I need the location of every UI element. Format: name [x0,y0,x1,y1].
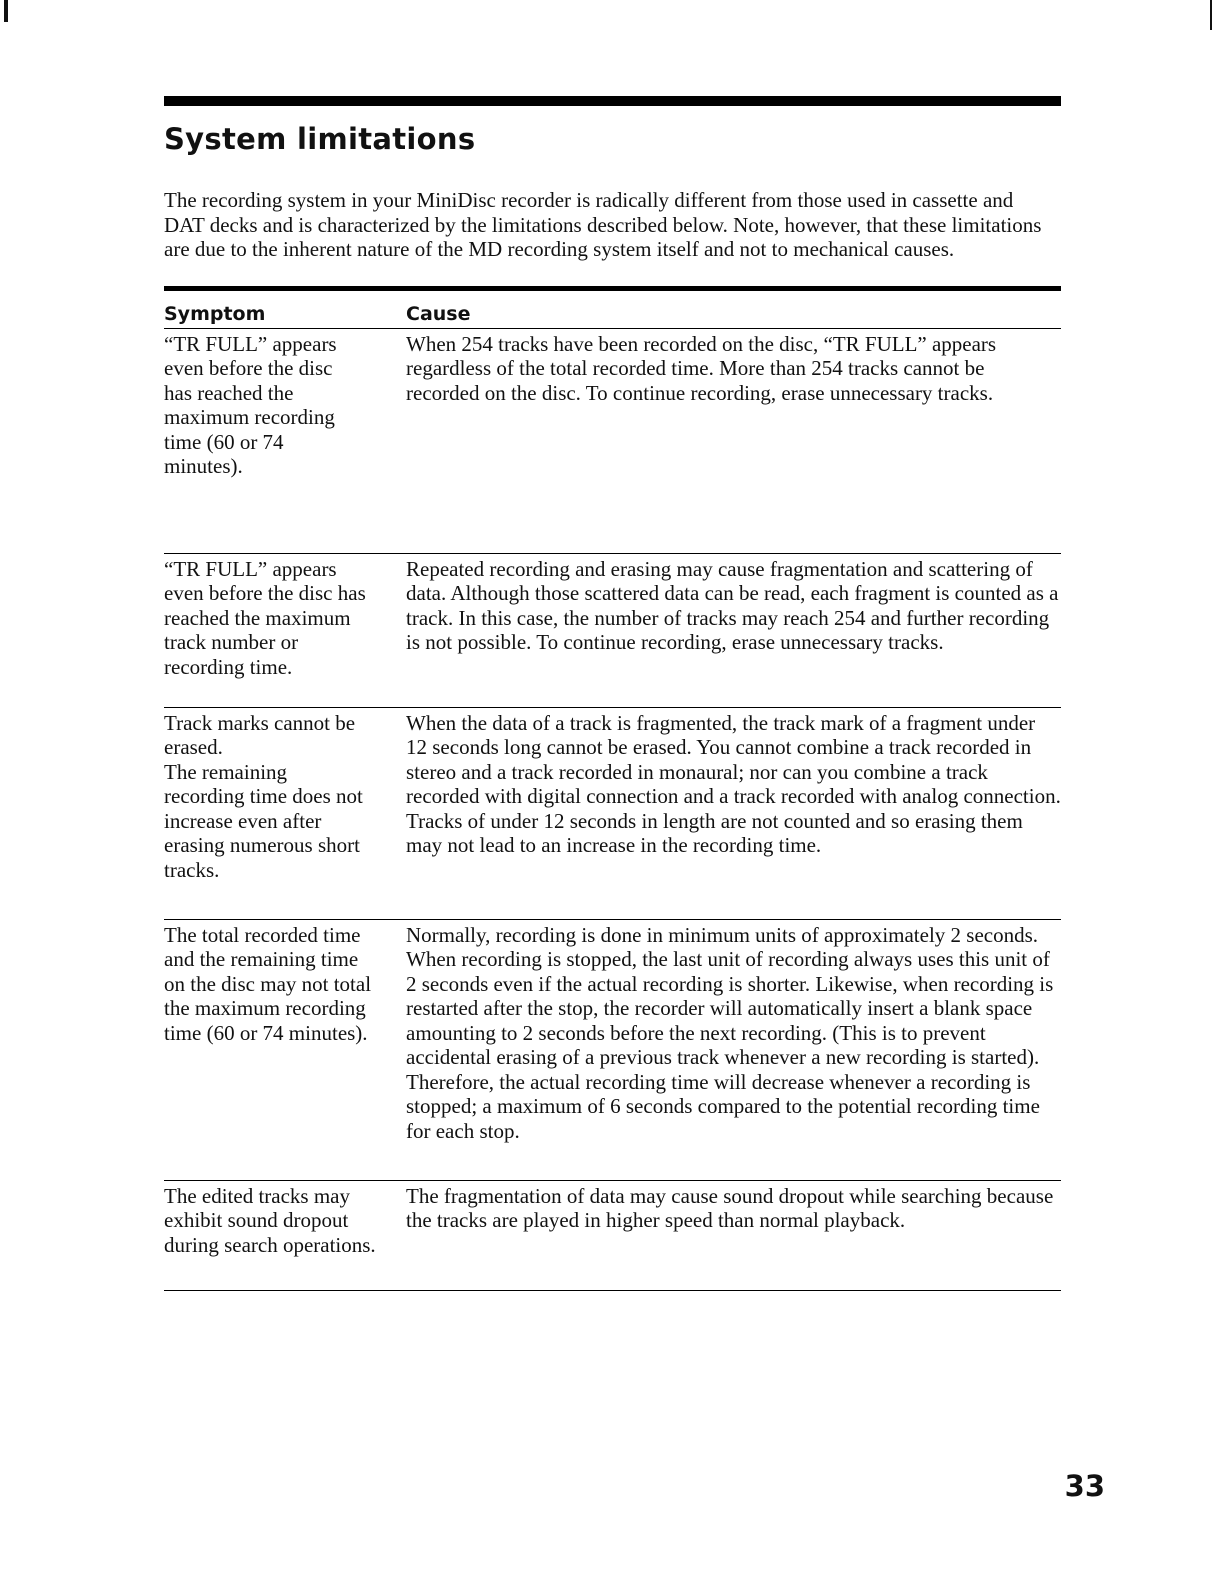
symptom-cell: Track marks cannot be erased. The remaining recording time does not increase even after erasing numerous short tracks. [164,710,363,882]
title-rule [164,96,1061,106]
symptom-cell: The total recorded time and the remaining time on the disc may not total the maximum recording time (60 or 74 minutes). [164,922,372,1045]
intro-paragraph: The recording system in your MiniDisc recorder is radically different from those used in cassette and DAT decks and is characterized by the limitations described below. Note, however, that these limitations are due to the inherent nature of the MD recording system itself and not to mechanical causes. [164,188,1042,261]
cause-cell: When 254 tracks have been recorded on the disc, “TR FULL” appears regardless of the total recorded time. More than 254 tracks cannot be recorded on the disc. To continue recording, erase unnecessary tracks. [406,331,997,405]
symptom-cell: The edited tracks may exhibit sound dropout during search operations. [164,1183,376,1257]
scan-edge-mark-left [4,0,8,22]
limitations-table [164,286,1061,1291]
cause-cell: The fragmentation of data may cause sound dropout while searching because the tracks are played in higher speed than normal playback. [406,1183,1054,1232]
table-row [164,708,1061,920]
table-row [164,329,1061,554]
table-row [164,1181,1061,1291]
symptom-column-header: Symptom [164,302,266,325]
page-title: System limitations [164,122,476,156]
cause-cell: Repeated recording and erasing may cause fragmentation and scattering of data. Although those scattered data can be read, each fragment is counted as a track. In this case, the number of tracks may reach 254 and further recording is not possible. To continue recording, erase unnecessary tracks. [406,556,1059,654]
cause-column-header: Cause [406,302,471,325]
symptom-cell: “TR FULL” appears even before the disc has reached the maximum track number or recording time. [164,556,366,679]
table-row [164,920,1061,1181]
manual-page [164,96,1061,1291]
cause-cell: Normally, recording is done in minimum units of approximately 2 seconds. When recording is stopped, the last unit of recording always uses this unit of 2 seconds even if the actual recording is shorter. Likewise, when recording is restarted after the stop, the recorder will automatically insert a blank space amounting to 2 seconds before the next recording. (This is to prevent accidental erasing of a previous track whenever a new recording is started). Therefore, the actual recording time will decrease whenever a recording is stopped; a maximum of 6 seconds compared to the potential recording time for each stop. [406,922,1054,1143]
cause-cell: When the data of a track is fragmented, the track mark of a fragment under 12 seconds long cannot be erased. You cannot combine a track recorded in stereo and a track recorded in monaural; nor can you combine a track recorded with digital connection and a track recorded with analog connection. Tracks of under 12 seconds in length are not counted and so erasing them may not lead to an increase in the recording time. [406,710,1061,857]
table-row [164,554,1061,708]
scan-edge-mark-right [1210,0,1212,30]
table-header-row [164,291,1061,329]
symptom-cell: “TR FULL” appears even before the disc has reached the maximum recording time (60 or 74 minutes). [164,331,337,478]
page-number: 33 [1064,1469,1105,1503]
